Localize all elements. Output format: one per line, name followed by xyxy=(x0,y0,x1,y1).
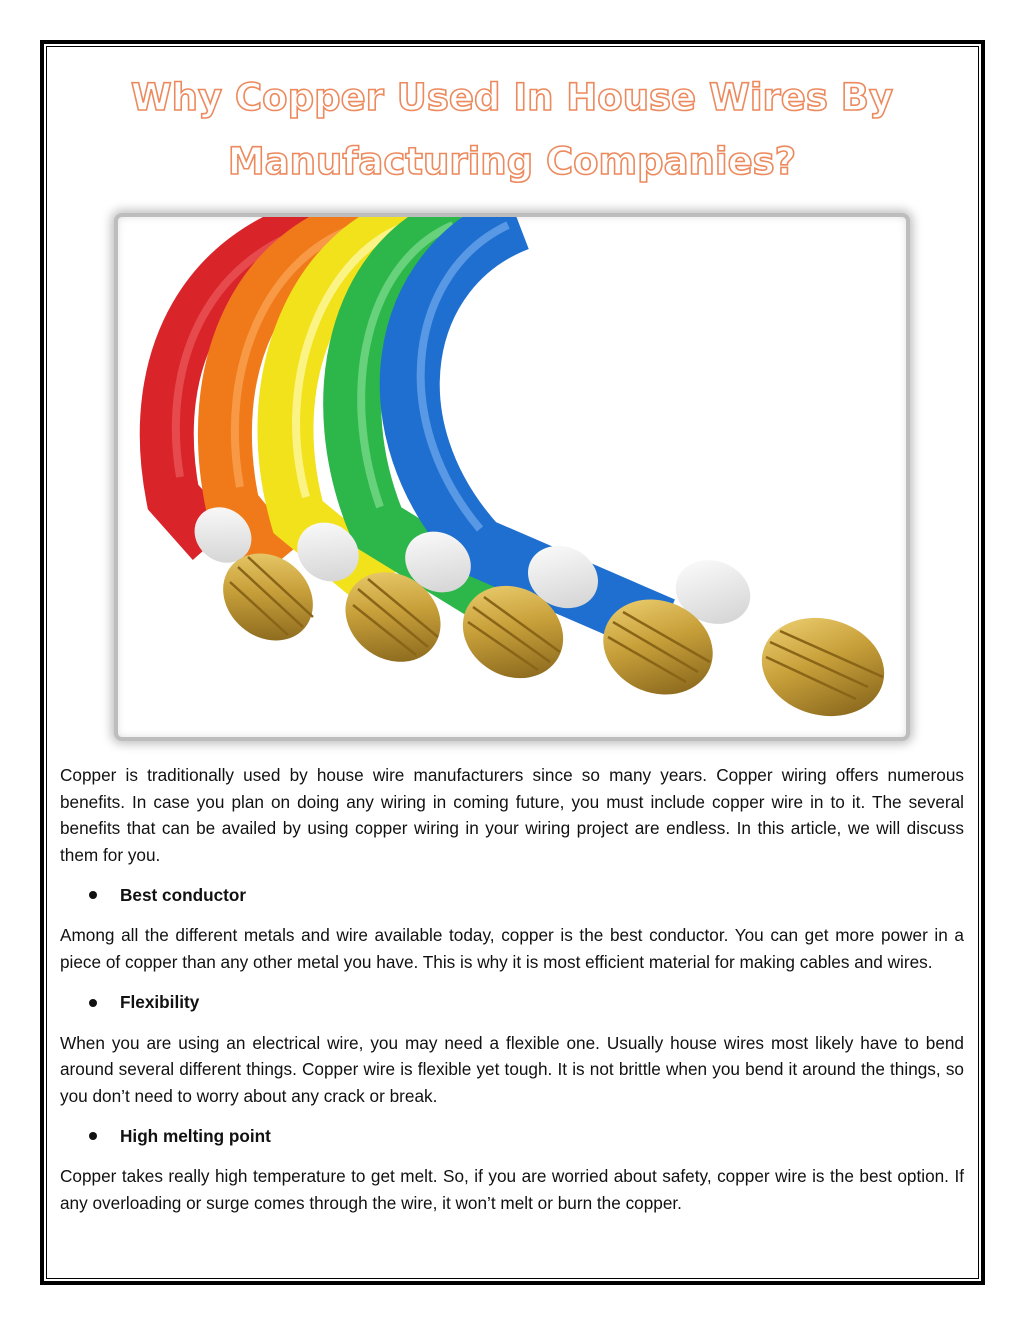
bullet-icon xyxy=(89,999,97,1007)
section-heading-label: Best conductor xyxy=(120,885,247,906)
title-line-2: Manufacturing Companies? xyxy=(227,140,797,183)
article-body xyxy=(60,762,964,1231)
section-paragraph-high-melting-point: Copper takes really high temperature to get melt. So, if you are worried about safety, copper wire is the best option. If any overloading or surge comes through the wire, it won’t melt or burn the copper. xyxy=(60,1166,964,1213)
bullet-icon xyxy=(89,1132,97,1140)
section-paragraph-best-conductor: Among all the different metals and wire available today, copper is the best conductor. You can get more power in a piece of copper than any other metal you have. This is why it is most efficient material for making cables and wires. xyxy=(60,925,964,972)
intro-paragraph: Copper is traditionally used by house wire manufacturers since so many years. Copper wiring offers numerous benefits. In case you plan on doing any wiring in coming future, you must include copper wire in to it. The several benefits that can be availed by using copper wiring in your wiring project are endless. In this article, we will discuss them for you. xyxy=(60,765,964,865)
wires-image xyxy=(114,213,910,741)
section-paragraph-flexibility: When you are using an electrical wire, you may need a flexible one. Usually house wires most likely have to bend around several different things. Copper wire is flexible yet tough. It is not brittle when you bend it around the things, so you don’t need to worry about any crack or break. xyxy=(60,1032,964,1106)
section-heading-flexibility xyxy=(60,990,964,1016)
colored-copper-wires-illustration xyxy=(118,217,906,737)
section-heading-label: High melting point xyxy=(120,1126,271,1147)
section-heading-high-melting-point xyxy=(60,1123,964,1149)
section-heading-label: Flexibility xyxy=(120,992,200,1013)
copper-strands-blue xyxy=(751,605,896,730)
title-line-1: Why Copper Used In House Wires By xyxy=(130,76,894,119)
document-title xyxy=(60,66,964,194)
section-heading-best-conductor xyxy=(60,882,964,908)
bullet-icon xyxy=(89,891,97,899)
